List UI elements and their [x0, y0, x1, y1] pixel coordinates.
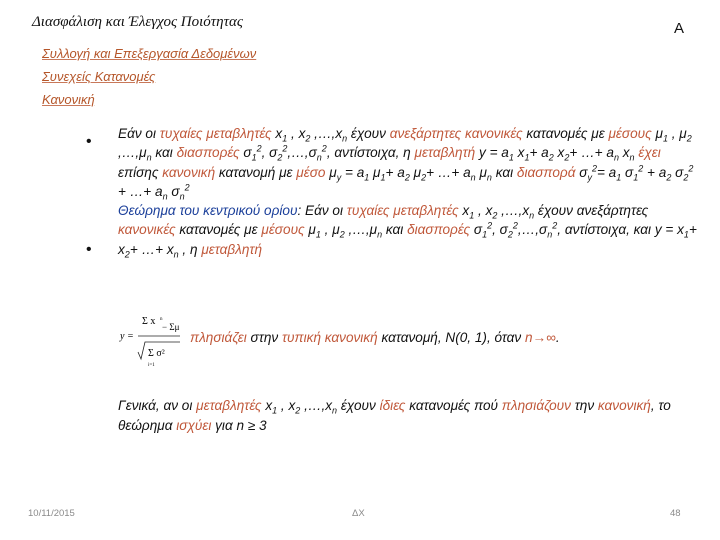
bullet-item-central-limit: Θεώρημα του κεντρικού ορίου: Εάν οι τυχαίες μεταβλητές $x_1$ , $x_2$ $,\dots,x_n$ έχουν ανεξάρτητες κανονικές κατανομές με μέσους $\mu_1$ , $\mu_2$ $,\dots,\mu_n$ και διασπορές $\sigma_1^2$, $\sigma_2^2,\dots,\sigma_n^2$, αντίστοιχα, και $y = x_1+ x_2+$ …+ $x_n$ , η μεταβλητή	[118, 203, 697, 260]
svg-text:i=1: i=1	[148, 363, 155, 368]
svg-text:n: n	[160, 317, 163, 322]
header-letter: A	[674, 20, 685, 37]
bullet-dot: •	[86, 133, 92, 150]
page-number: 48	[670, 508, 681, 519]
breadcrumb-level-1[interactable]: Συλλογή και Επεξεργασία Δεδομένων	[42, 46, 257, 61]
bullet-item-normal-sum: Εάν οι τυχαίες μεταβλητές $x_1$ , $x_2$ $,\dots,x_n$ έχουν ανεξάρτητες κανονικές κατανομές με μέσους $\mu_1$ , $\mu_2$ $,\dots,\mu_n$ και διασπορές $\sigma_1^2$, $\sigma_2^2,\dots,\sigma_n^2$, αντίστοιχα, η μεταβλητή $y = a_1$ $x_1+ a_2$ $x_2+$ …+ $a_n$ $x_n$ έχει επίσης κανονική κατανομή με μέσο $\mu_y = a_1$ $\mu_1+ a_2$ $\mu_2+$ …+ $a_n$ $\mu_n$ και διασπορά $\sigma_y^2= a_1$ $\sigma_1^2 + a_2$ $\sigma_2^2$ + …+ $a_n$ $\sigma_n^2$	[118, 126, 694, 202]
breadcrumb-level-2[interactable]: Συνεχείς Κατανομές	[42, 69, 156, 84]
bullet-list	[118, 124, 698, 259]
formula-description: πλησιάζει στην τυπική κανονική κατανομή, N(0, 1), όταν n→∞.	[190, 330, 560, 345]
svg-text:− Σμ: − Σμ	[162, 322, 180, 332]
standardized-sum-formula	[118, 312, 182, 372]
breadcrumb-level-3[interactable]: Κανονική	[42, 92, 95, 107]
svg-text:y =: y =	[120, 331, 134, 342]
bullet-dot: •	[86, 241, 92, 258]
footer-author: ΔΧ	[352, 508, 365, 519]
svg-text:Σ x: Σ x	[142, 316, 156, 327]
page-header-title: Διασφάλιση και Έλεγχος Ποιότητας	[32, 14, 243, 30]
footer-date: 10/11/2015	[28, 508, 75, 519]
general-remark: Γενικά, αν οι μεταβλητές $x_1$ , $x_2$ $,\dots,x_n$ έχουν ίδιες κατανομές πού πλησιάζουν την κανονική, το θεώρημα ισχύει για n ≥ 3	[118, 398, 671, 433]
svg-text:Σ σ²: Σ σ²	[148, 348, 165, 359]
